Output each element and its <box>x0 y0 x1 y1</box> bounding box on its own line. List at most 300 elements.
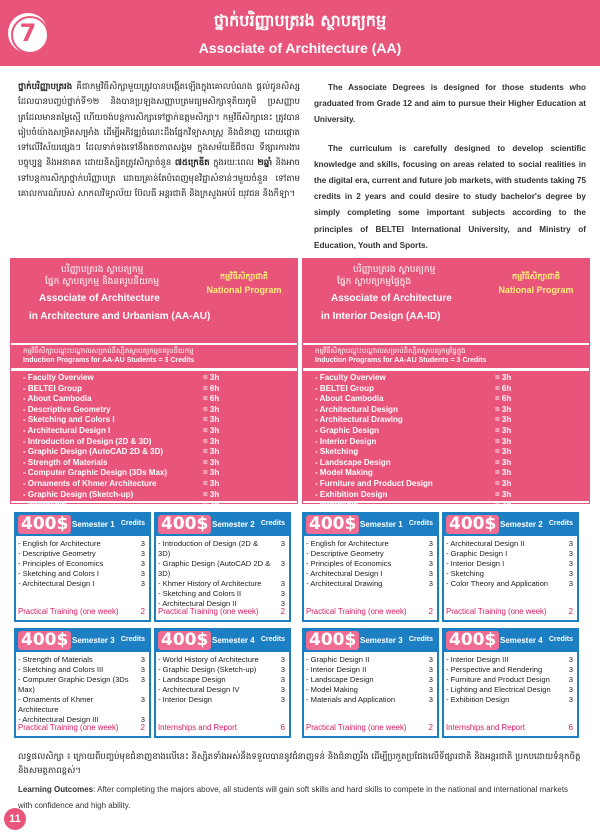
course-name: - Landscape Design <box>315 457 391 467</box>
practical-credits: 2 <box>428 723 433 732</box>
semester-course-row <box>18 539 145 549</box>
tuition-price: 400$ <box>306 515 359 534</box>
semester-card <box>302 512 439 622</box>
course-credits: 3 <box>428 685 433 694</box>
tuition-price: 400$ <box>18 631 71 650</box>
course-name: - Descriptive Geometry <box>18 549 96 558</box>
practical-credits: 2 <box>140 723 145 732</box>
course-name: - Landscape Design <box>306 675 374 684</box>
induction-course-list <box>11 371 297 510</box>
course-hours: = 3h <box>495 373 512 382</box>
program-header <box>303 259 589 343</box>
intro-english-paragraph-2: The curriculum is carefully designed to develop scientific knowledge and skills, focusing on areas related to social realities in the digital era, current and future job markets, with students taking 75 credits in 2 years and could desire to study bachelor's degree by simply completing some important subjects according to the principles of BELTEI International University, and Ministry of Education, Youth and Sports. <box>314 143 586 250</box>
course-hours: = 3h <box>495 457 512 467</box>
course-name: - Graphic Design (AutoCAD 2D & 3D) <box>23 447 164 457</box>
course-credits: 3 <box>428 539 433 548</box>
course-credits: 3 <box>568 549 573 558</box>
practical-label: Practical Training (one week) <box>306 723 407 732</box>
course-credits: 3 <box>428 559 433 568</box>
induction-course-row <box>23 373 285 384</box>
semester-course-row <box>306 559 433 569</box>
course-credits: 3 <box>568 539 573 548</box>
induction-course-row <box>23 405 285 416</box>
course-name: - English for Architecture <box>306 539 389 548</box>
induction-course-row <box>315 468 577 479</box>
practical-credits: 2 <box>140 607 145 616</box>
intro-khmer-credits: ៧៥ក្រេឌីត <box>174 158 210 169</box>
tuition-price: 400$ <box>446 515 499 534</box>
course-name: - Internship <box>23 500 67 510</box>
course-name: - Faculty Overview <box>23 373 94 382</box>
course-credits: 3 <box>280 579 285 588</box>
semester-header <box>444 514 577 536</box>
course-hours: = 3h <box>203 425 220 435</box>
practical-training-row <box>18 607 145 616</box>
course-hours: = 3h <box>203 447 220 457</box>
credits-label: Credits <box>548 636 573 643</box>
semester-header <box>304 514 437 536</box>
program-title-khmer: បរិញ្ញាបត្ររង ស្ថាបត្យកម្ម <box>61 265 144 275</box>
semester-course-row <box>18 655 145 665</box>
semester-title: Semester 3 <box>72 636 115 645</box>
course-name: - Descriptive Geometry <box>23 404 111 414</box>
semester-course-row <box>306 685 433 695</box>
course-credits: 3 <box>140 715 145 724</box>
intro-khmer-tail: និងអាចទៅបន្តការសិក្សាថ្នាក់បរិញ្ញាបត្រ ដោយគ្រាន់តែបំពេញមុខវិជ្ជាសំខាន់ៗមួយចំនួន ទៅតាមគោលការណ៍របស់ សាកលវិទ្យាល័យ ប៊ែលធី អន្តរជាតិ និងក្រសួងអប់រំ យុវជន និងកីឡា។ <box>18 158 301 200</box>
course-credits: 3 <box>140 579 145 588</box>
semester-card <box>154 628 291 738</box>
program-subtitle-khmer: ផ្នែក ស្ថាបត្យកម្ម និងនគរូបនីយកម្ម <box>45 277 160 287</box>
practical-training-row <box>158 723 285 732</box>
course-hours: = 3h <box>203 500 220 510</box>
semester-header <box>16 514 149 536</box>
course-credits: 3 <box>280 599 285 608</box>
induction-course-row <box>315 394 577 405</box>
program-panel-aa-au <box>10 258 298 510</box>
induction-course-row <box>23 500 285 511</box>
course-credits: 3 <box>280 695 285 704</box>
course-credits: 3 <box>568 695 573 704</box>
practical-training-row <box>306 607 433 616</box>
course-credits: 3 <box>568 655 573 664</box>
semester-header <box>444 630 577 652</box>
course-name: - Architectural Design IV <box>158 685 240 694</box>
induction-course-row <box>23 468 285 479</box>
intro-english <box>314 80 586 266</box>
course-hours: = 3h <box>495 478 512 488</box>
semester-header <box>156 514 289 536</box>
semester-course-list <box>16 652 149 725</box>
semester-course-row <box>306 675 433 685</box>
semester-course-row <box>306 655 433 665</box>
course-name: - Interior Design III <box>446 655 509 664</box>
course-name: - Interior Design I <box>446 559 505 568</box>
induction-course-list <box>303 371 589 510</box>
course-credits: 3 <box>140 569 145 578</box>
course-name: - Interior Design <box>158 695 213 704</box>
semester-title: Semester 3 <box>360 636 403 645</box>
practical-label: Practical Training (one week) <box>18 723 119 732</box>
course-name: - Exhibition Design <box>315 489 388 499</box>
course-name: - Furniture and Product Design <box>446 675 550 684</box>
program-title-khmer: បរិញ្ញាបត្ររង ស្ថាបត្យកម្ម <box>353 265 436 275</box>
semester-course-row <box>158 695 285 705</box>
induction-course-row <box>23 437 285 448</box>
course-name: - Graphic Design (Sketch-up) <box>158 665 257 674</box>
course-hours: = 6h <box>495 383 512 393</box>
practical-credits: 2 <box>280 607 285 616</box>
intro-khmer-mid: ក្នុងរយៈពេល <box>209 158 258 169</box>
course-hours: = 3h <box>203 489 220 499</box>
course-name: - Graphic Design I <box>446 549 508 558</box>
semester-course-row <box>306 569 433 579</box>
semester-course-row <box>446 685 573 695</box>
course-hours: = 3h <box>203 404 220 414</box>
semester-course-row <box>18 665 145 675</box>
intro-english-paragraph-1: The Associate Degrees is designed for those students who graduated from Grade 12 and aim to pursue their Higher Education at University. <box>314 83 586 125</box>
induction-heading <box>11 345 297 368</box>
induction-course-row <box>315 373 577 384</box>
course-credits: 3 <box>280 539 285 548</box>
course-name: - Materials and Application <box>306 695 396 704</box>
semester-card <box>302 628 439 738</box>
learning-outcomes <box>18 782 584 814</box>
badge-label-khmer: កម្មវិធីសិក្សាជាតិ <box>512 272 560 281</box>
induction-course-row <box>315 437 577 448</box>
page-title: Associate of Architecture (AA) <box>198 40 402 56</box>
semester-title: Semester 4 <box>212 636 255 645</box>
program-panel-aa-id <box>302 258 590 510</box>
course-name: - Principles of Economics <box>306 559 392 568</box>
semester-course-row <box>446 675 573 685</box>
course-credits: 3 <box>280 655 285 664</box>
course-hours: = 3h <box>495 404 512 414</box>
induction-course-row <box>23 447 285 458</box>
course-name: - English for Architecture <box>18 539 101 548</box>
semester-course-row <box>446 559 573 569</box>
semester-course-row <box>158 559 285 579</box>
course-credits: 3 <box>428 665 433 674</box>
semester-card <box>14 628 151 738</box>
semester-course-list <box>304 652 437 705</box>
course-hours: = 3h <box>495 500 512 510</box>
semester-course-row <box>446 655 573 665</box>
course-name: - Furniture and Product Design <box>315 478 433 488</box>
semester-title: Semester 2 <box>212 520 255 529</box>
practical-credits: 2 <box>568 607 573 616</box>
course-credits: 3 <box>140 695 145 704</box>
semester-course-row <box>306 665 433 675</box>
course-credits: 3 <box>140 559 145 568</box>
induction-course-row <box>315 490 577 501</box>
practical-label: Internships and Report <box>446 723 525 732</box>
course-hours: = 3h <box>203 373 220 382</box>
semester-title: Semester 1 <box>360 520 403 529</box>
course-name: - Sketching and Colors II <box>158 589 242 598</box>
course-name: - Sketching <box>315 447 359 457</box>
program-title: Associate of Architecture <box>331 293 452 304</box>
practical-credits: 6 <box>568 723 573 732</box>
course-name: - Perspective and Rendering <box>446 665 543 674</box>
course-credits: 3 <box>140 539 145 548</box>
credits-label: Credits <box>120 636 145 643</box>
semester-title: Semester 1 <box>72 520 115 529</box>
semester-course-row <box>446 665 573 675</box>
induction-course-row <box>315 426 577 437</box>
tuition-price: 400$ <box>158 631 211 650</box>
semester-course-row <box>158 665 285 675</box>
credits-label: Credits <box>260 520 285 527</box>
course-name: - Graphic Design <box>315 425 380 435</box>
intro-khmer-lead: ថ្នាក់បរិញ្ញាបត្ររង <box>18 82 73 92</box>
national-program-badge <box>497 271 575 295</box>
course-name: - Ornaments of Khmer Architecture <box>18 695 94 714</box>
course-hours: = 3h <box>203 415 220 425</box>
semester-course-row <box>18 559 145 569</box>
course-name: - Architectural Design II <box>446 539 525 548</box>
semester-header <box>156 630 289 652</box>
tuition-price: 400$ <box>306 631 359 650</box>
course-name: - Architectural Design III <box>18 715 99 724</box>
page-header <box>0 0 600 66</box>
semester-course-row <box>158 579 285 589</box>
credits-label: Credits <box>260 636 285 643</box>
course-hours: = 3h <box>495 425 512 435</box>
course-hours: = 3h <box>203 436 220 446</box>
semester-course-row <box>306 579 433 589</box>
course-name: - Sketching and Colors III <box>18 665 104 674</box>
semester-title: Semester 2 <box>500 520 543 529</box>
semester-course-list <box>156 652 289 705</box>
course-name: - Computer Graphic Design (3Ds Max) <box>23 468 168 478</box>
course-credits: 3 <box>140 665 145 674</box>
course-credits: 3 <box>428 695 433 704</box>
course-name: - Lighting and Electrical Design <box>446 685 551 694</box>
course-hours: = 6h <box>203 383 220 393</box>
course-name: - Color Theory and Application <box>446 579 549 588</box>
course-credits: 3 <box>428 675 433 684</box>
practical-label: Practical Training (one week) <box>306 607 407 616</box>
page-number: 11 <box>4 808 26 830</box>
course-name: - Architectural Drawing <box>315 415 403 425</box>
induction-heading-english: Induction Programs for AA-AU Students = 3 Credits <box>23 357 195 364</box>
induction-heading-english: Induction Programs for AA-AU Students = 3 Credits <box>315 357 487 364</box>
course-name: - Landscape Design <box>158 675 226 684</box>
semester-course-row <box>446 569 573 579</box>
course-name: - Strength of Materials <box>18 655 93 664</box>
induction-course-row <box>315 500 577 511</box>
course-credits: 3 <box>568 569 573 578</box>
course-name: - About Cambodia <box>23 394 92 404</box>
semester-course-list <box>444 652 577 705</box>
credits-label: Credits <box>408 636 433 643</box>
program-subtitle-khmer: ផ្នែក ស្ថាបត្យកម្មផ្ទៃក្នុង <box>337 277 412 287</box>
badge-label: National Program <box>206 285 282 295</box>
course-credits: 3 <box>568 675 573 684</box>
semester-card <box>154 512 291 622</box>
course-hours: = 3h <box>495 468 512 478</box>
semester-course-row <box>446 539 573 549</box>
course-hours: = 6h <box>495 394 512 404</box>
course-name: - Internship <box>315 500 359 510</box>
course-name: - Architectural Drawing <box>306 579 383 588</box>
induction-heading <box>303 345 589 368</box>
induction-heading-khmer: កម្មវិធីសិក្សាបណ្តុះបណ្តាលសម្រាប់និស្សិតស្ថាបត្យកម្មផ្ទៃក្នុង <box>315 347 466 355</box>
course-credits: 3 <box>140 675 145 684</box>
course-name: - Architectural Design <box>315 404 398 414</box>
induction-course-row <box>315 384 577 395</box>
course-name: - Model Making <box>306 685 358 694</box>
course-name: - Graphic Design (AutoCAD 2D & 3D) <box>158 559 271 578</box>
practical-training-row <box>446 607 573 616</box>
course-credits: 3 <box>428 579 433 588</box>
course-name: - Principles of Economics <box>18 559 104 568</box>
semester-course-row <box>446 549 573 559</box>
course-credits: 3 <box>280 589 285 598</box>
course-hours: = 6h <box>203 394 220 404</box>
semester-course-row <box>446 579 573 589</box>
practical-label: Internships and Report <box>158 723 237 732</box>
course-name: - Architectural Design I <box>18 579 95 588</box>
semester-course-row <box>306 549 433 559</box>
practical-label: Practical Training (one week) <box>18 607 119 616</box>
semester-course-row <box>158 685 285 695</box>
semester-course-list <box>444 536 577 589</box>
course-hours: = 3h <box>495 415 512 425</box>
tuition-price: 400$ <box>446 631 499 650</box>
semester-course-list <box>156 536 289 609</box>
course-credits: 3 <box>568 665 573 674</box>
induction-course-row <box>23 426 285 437</box>
practical-credits: 6 <box>280 723 285 732</box>
program-subtitle: in Interior Design (AA-ID) <box>321 311 441 322</box>
induction-course-row <box>315 447 577 458</box>
semester-card <box>14 512 151 622</box>
course-credits: 3 <box>568 559 573 568</box>
course-name: - About Cambodia <box>315 394 384 404</box>
course-hours: = 3h <box>203 478 220 488</box>
semester-course-list <box>304 536 437 589</box>
course-hours: = 3h <box>203 468 220 478</box>
course-name: - Graphic Design (Sketch-up) <box>23 489 134 499</box>
program-title: Associate of Architecture <box>39 293 160 304</box>
course-hours: = 3h <box>495 489 512 499</box>
course-credits: 3 <box>428 549 433 558</box>
practical-training-row <box>158 607 285 616</box>
course-name: - Architectural Design I <box>23 425 111 435</box>
induction-course-row <box>23 415 285 426</box>
semester-header <box>304 630 437 652</box>
semester-course-row <box>158 675 285 685</box>
semester-course-row <box>18 579 145 589</box>
program-header <box>11 259 297 343</box>
semester-course-row <box>18 569 145 579</box>
semester-course-row <box>158 539 285 559</box>
course-credits: 3 <box>428 655 433 664</box>
national-program-badge <box>205 271 283 295</box>
tuition-price: 400$ <box>158 515 211 534</box>
course-name: - World History of Architecture <box>158 655 259 664</box>
course-hours: = 3h <box>495 447 512 457</box>
semester-course-row <box>158 655 285 665</box>
induction-heading-khmer: កម្មវិធីសិក្សាបណ្តុះបណ្តាលសម្រាប់និស្សិតស្ថាបត្យកម្មនគរូបនីយកម្ម <box>23 347 194 355</box>
semester-card <box>442 628 579 738</box>
section-number-badge: 7 <box>8 13 48 53</box>
course-name: - Khmer History of Architecture <box>158 579 262 588</box>
course-credits: 3 <box>280 665 285 674</box>
course-name: - Exhibition Design <box>446 695 510 704</box>
course-name: - Model Making <box>315 468 373 478</box>
induction-course-row <box>315 405 577 416</box>
course-credits: 3 <box>568 685 573 694</box>
course-name: - Computer Graphic Design (3Ds Max) <box>18 675 129 694</box>
practical-label: Practical Training (one week) <box>158 607 259 616</box>
learning-outcomes-text: : After completing the majors above, all students will gain soft skills and hard skills to compete in the national and international markets with confidence and high ability. <box>18 785 569 810</box>
course-name: - Sketching and Colors I <box>18 569 100 578</box>
semester-course-row <box>18 549 145 559</box>
course-credits: 3 <box>428 569 433 578</box>
semester-course-row <box>18 695 145 715</box>
course-name: - Interior Design II <box>306 665 367 674</box>
practical-training-row <box>18 723 145 732</box>
induction-course-row <box>23 490 285 501</box>
induction-course-row <box>23 384 285 395</box>
induction-course-row <box>23 394 285 405</box>
semester-header <box>16 630 149 652</box>
course-name: - Introduction of Design (2D & 3D) <box>158 539 259 558</box>
page-title-khmer: ថ្នាក់បរិញ្ញាបត្ររង ស្ថាបត្យកម្ម <box>213 11 387 30</box>
practical-training-row <box>446 723 573 732</box>
program-subtitle: in Architecture and Urbanism (AA-AU) <box>29 311 211 322</box>
course-credits: 3 <box>280 559 285 568</box>
course-name: - BELTEI Group <box>315 383 374 393</box>
induction-course-row <box>23 458 285 469</box>
semester-card <box>442 512 579 622</box>
course-hours: = 3h <box>495 436 512 446</box>
intro-khmer <box>18 80 300 202</box>
course-name: - Faculty Overview <box>315 373 386 382</box>
course-credits: 3 <box>140 549 145 558</box>
badge-label-khmer: កម្មវិធីសិក្សាជាតិ <box>220 272 268 281</box>
course-name: - Architectural Design I <box>306 569 383 578</box>
course-name: - Architectural Design II <box>158 599 237 608</box>
credits-label: Credits <box>120 520 145 527</box>
course-name: - Sketching <box>446 569 484 578</box>
tuition-price: 400$ <box>18 515 71 534</box>
course-name: - Introduction of Design (2D & 3D) <box>23 436 152 446</box>
semester-course-row <box>306 695 433 705</box>
course-hours: = 3h <box>203 457 220 467</box>
semester-course-row <box>446 695 573 705</box>
intro-khmer-years: ២ឆ្នាំ <box>257 158 273 169</box>
badge-label: National Program <box>498 285 574 295</box>
credits-label: Credits <box>408 520 433 527</box>
course-name: - Sketching and Colors I <box>23 415 115 425</box>
course-name: - Graphic Design II <box>306 655 370 664</box>
course-name: - Descriptive Geometry <box>306 549 384 558</box>
course-credits: 3 <box>280 675 285 684</box>
course-name: - Strength of Materials <box>23 457 108 467</box>
practical-training-row <box>306 723 433 732</box>
intro-khmer-body: គឺជាកម្មវិធីសិក្សាមួយត្រូវបានបង្កើតឡើងក្នុងគោលបំណង ផ្តល់ជូនសិស្សដែលបានបញ្ចប់ថ្នាក់ទី១២ និងបានប្រឡងសញ្ញាបត្រមធ្យមសិក្សាទុតិយភូមិ ប្រសញ្ញាបត្រដែលមានតម្លៃស្មើ ហើយចង់បន្តការសិក្សាទៅថ្នាក់ឧត្តមសិក្សា។ កម្មវិធីសិក្សានេះ ត្រូវបានរៀបចំយ៉ាងសម្រិតសម្រាំង ដើម្បីអភិវឌ្ឍចំណេះដឹងផ្នែកវិទ្យាសាស្ត្រ និងជំនាញ ដោយផ្តោតទៅលើវិស័យផ្សេងៗ ដែលទាក់ទងទៅនឹងតថភាពសង្គម ក្នុងសម័យឌីជីថល ទីផ្សារការងារបច្ចុប្បន្ន និងអនាគត ដោយនិស្សិតត្រូវសិក្សាចំនួន <box>18 82 300 169</box>
practical-label: Practical Training (one week) <box>446 607 547 616</box>
credits-label: Credits <box>548 520 573 527</box>
course-name: - BELTEI Group <box>23 383 82 393</box>
learning-outcomes-label: Learning Outcomes <box>18 785 94 794</box>
course-name: - Ornaments of Khmer Architecture <box>23 478 157 488</box>
course-credits: 3 <box>140 655 145 664</box>
course-credits: 3 <box>280 685 285 694</box>
